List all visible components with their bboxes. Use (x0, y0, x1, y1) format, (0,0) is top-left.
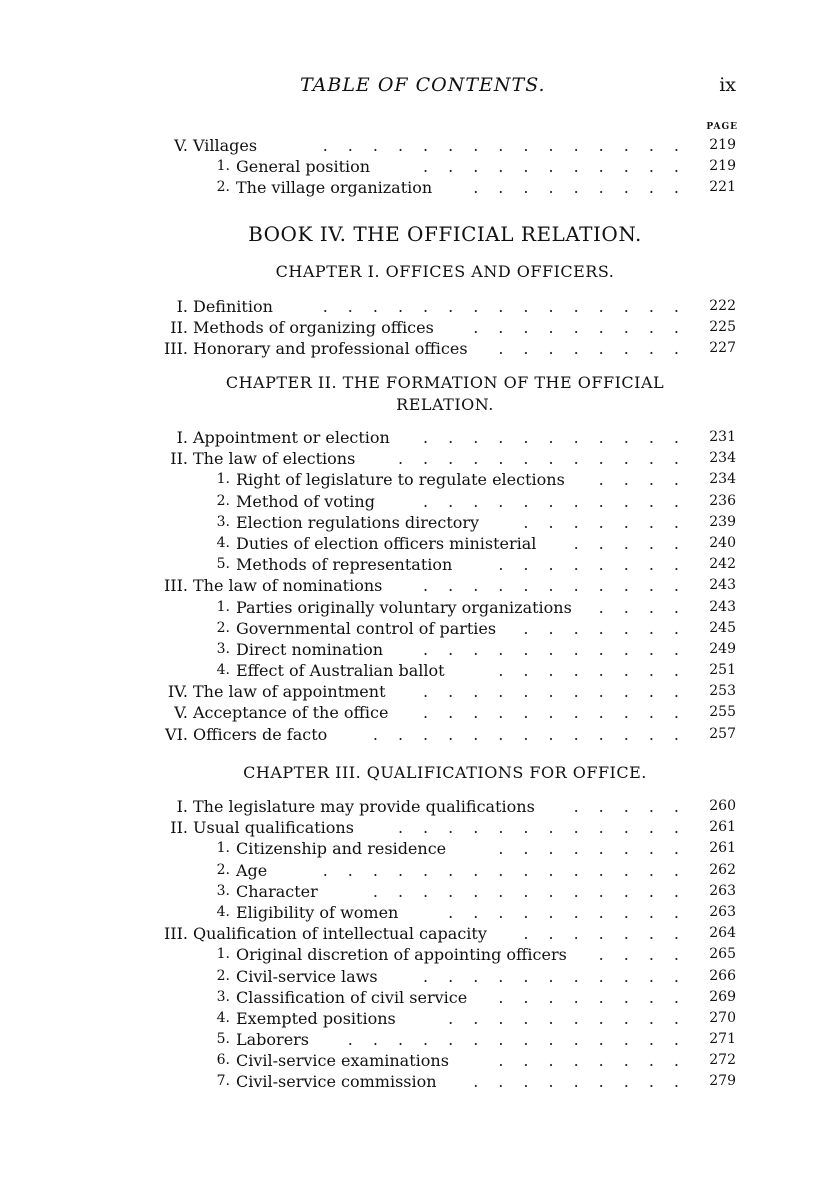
entry-page: 243 (709, 577, 736, 594)
leader-dots: ........ (498, 987, 699, 1007)
entry-title: Villages (193, 136, 258, 155)
entry-title: Civil-service examinations (236, 1051, 449, 1071)
toc-entry (140, 902, 740, 923)
entry-number: III. (163, 339, 188, 359)
entry-title: Eligibility of women (236, 902, 399, 922)
entry-page: 240 (709, 534, 736, 551)
leader-dots: .... (598, 945, 699, 965)
entry-title: Civil-service commission (236, 1072, 437, 1092)
toc-entry (140, 448, 740, 469)
entry-title: Original discretion of appointing officers (236, 945, 567, 965)
entry-number: 2. (216, 179, 230, 196)
leader-dots: ............ (397, 818, 699, 838)
leader-dots: ........ (498, 1051, 699, 1071)
chapter-heading-line: CHAPTER II. THE FORMATION OF THE OFFICIAL (225, 373, 665, 392)
entry-number: 2. (216, 492, 230, 509)
leader-dots: ............. (372, 724, 699, 744)
leader-dots: ........... (423, 703, 699, 723)
entry-page: 271 (709, 1031, 736, 1048)
leader-dots: ........... (423, 576, 699, 596)
entry-number: 1. (216, 946, 230, 963)
entry-title: Election regulations directory (236, 512, 480, 532)
entry-title: Effect of Australian ballot (236, 661, 445, 681)
entry-number: 1. (216, 840, 230, 857)
entry-page: 239 (709, 513, 736, 530)
leader-dots: ......... (473, 178, 699, 198)
entry-title: Methods of organizing offices (193, 318, 434, 338)
toc-entry (140, 135, 740, 156)
toc-entry (140, 427, 740, 448)
toc-entry (140, 660, 740, 681)
toc-entry (140, 491, 740, 512)
entry-page: 251 (709, 662, 736, 679)
entry-title: Age (236, 860, 268, 880)
entry-page: 261 (709, 819, 736, 836)
entry-page: 272 (709, 1052, 736, 1069)
leader-dots: ........... (423, 491, 699, 511)
entry-page: 225 (709, 319, 736, 336)
entry-page: 260 (709, 798, 736, 814)
entry-number: 3. (216, 988, 230, 1005)
toc-entry (140, 944, 740, 965)
entry-title: Civil-service laws (236, 966, 378, 986)
leader-dots: ........ (498, 339, 699, 359)
entry-number: III. (163, 924, 188, 944)
toc-entry (140, 533, 740, 554)
toc-entry (140, 838, 740, 859)
entry-title: The law of elections (193, 449, 356, 469)
toc-entry (140, 639, 740, 660)
leader-dots: ............... (322, 136, 699, 155)
entry-title: Honorary and professional offices (193, 339, 468, 359)
toc-entry (140, 177, 740, 198)
toc-entry (140, 1029, 740, 1050)
toc-section-villages (140, 135, 740, 199)
leader-dots: ............. (372, 881, 699, 901)
entry-number: VI. (165, 724, 188, 744)
entry-title: The legislature may provide qualifications (193, 797, 535, 816)
entry-number: 5. (216, 556, 230, 573)
leader-dots: ............... (322, 860, 699, 880)
toc-entry (140, 338, 740, 359)
entry-number: 3. (216, 640, 230, 657)
entry-page: 221 (709, 179, 736, 196)
leader-dots: ......... (473, 1072, 699, 1092)
toc-entry (140, 554, 740, 575)
leader-dots: ....... (523, 512, 699, 532)
leader-dots: ..... (573, 797, 699, 816)
entry-number: 3. (216, 513, 230, 530)
toc-chapter-3-entries (140, 796, 740, 1093)
entry-number: I. (176, 797, 188, 816)
toc-entry (140, 681, 740, 702)
toc-entry (140, 966, 740, 987)
toc-entry (140, 618, 740, 639)
entry-title: Acceptance of the office (193, 703, 389, 723)
leader-dots: ........... (423, 639, 699, 659)
entry-number: V. (174, 136, 188, 155)
entry-number: I. (176, 297, 188, 316)
entry-number: 3. (216, 882, 230, 899)
entry-number: 5. (216, 1031, 230, 1048)
entry-page: 279 (709, 1073, 736, 1090)
entry-number: 1. (216, 158, 230, 175)
entry-number: I. (176, 428, 188, 447)
chapter-heading-line: CHAPTER I. OFFICES AND OFFICERS. (275, 262, 615, 281)
entry-number: II. (170, 818, 188, 838)
entry-page: 234 (709, 471, 736, 488)
entry-title: Character (236, 881, 318, 901)
page-number: ix (719, 74, 736, 96)
entry-page: 231 (709, 429, 736, 445)
leader-dots: ............... (322, 297, 699, 316)
toc-entry (140, 469, 740, 490)
entry-title: Definition (193, 297, 273, 316)
entry-title: Qualification of intellectual capacity (193, 924, 487, 944)
entry-page: 255 (709, 704, 736, 721)
entry-page: 222 (709, 298, 736, 314)
entry-number: 2. (216, 861, 230, 878)
entry-page: 270 (709, 1009, 736, 1026)
leader-dots: ......... (473, 318, 699, 338)
entry-page: 253 (709, 683, 736, 700)
entry-page: 262 (709, 861, 736, 878)
entry-number: V. (174, 703, 188, 723)
entry-title: The law of appointment (193, 682, 386, 702)
entry-number: 4. (216, 1009, 230, 1026)
entry-number: 1. (216, 471, 230, 488)
toc-entry (140, 296, 740, 317)
page-column-label: PAGE (706, 122, 738, 132)
toc-entry (140, 702, 740, 723)
entry-title: Officers de facto (193, 724, 328, 744)
entry-title: Classification of civil service (236, 987, 468, 1007)
toc-entry (140, 987, 740, 1008)
entry-page: 265 (709, 946, 736, 963)
leader-dots: .......... (448, 902, 699, 922)
entry-page: 249 (709, 640, 736, 657)
entry-number: II. (170, 318, 188, 338)
toc-chapter-1-entries (140, 296, 740, 360)
entry-page: 227 (709, 340, 736, 357)
entry-page: 269 (709, 988, 736, 1005)
entry-page: 219 (709, 137, 736, 153)
entry-page: 263 (709, 903, 736, 920)
leader-dots: .............. (347, 1030, 699, 1050)
leader-dots: ....... (523, 924, 699, 944)
leader-dots: ........ (498, 555, 699, 575)
entry-title: Parties originally voluntary organizations (236, 597, 572, 617)
entry-number: IV. (167, 682, 188, 702)
entry-title: Usual qualifications (193, 818, 354, 838)
entry-number: 4. (216, 903, 230, 920)
book-heading: BOOK IV. THE OFFICIAL RELATION. (248, 222, 642, 246)
toc-entry (140, 881, 740, 902)
entry-number: 4. (216, 534, 230, 551)
toc-entry (140, 1071, 740, 1092)
toc-entry (140, 512, 740, 533)
leader-dots: ........ (498, 661, 699, 681)
toc-entry (140, 817, 740, 838)
entry-title: Exempted positions (236, 1008, 396, 1028)
entry-title: General position (236, 157, 371, 177)
entry-number: 1. (216, 598, 230, 615)
entry-title: The law of nominations (193, 576, 383, 596)
toc-entry (140, 156, 740, 177)
entry-number: III. (163, 576, 188, 596)
entry-title: Right of legislature to regulate elections (236, 470, 565, 490)
entry-number: 2. (216, 619, 230, 636)
leader-dots: .... (598, 597, 699, 617)
entry-page: 263 (709, 882, 736, 899)
leader-dots: .... (598, 470, 699, 490)
chapter-1-heading (140, 261, 750, 283)
entry-page: 242 (709, 556, 736, 573)
toc-chapter-2-entries (140, 427, 740, 745)
leader-dots: ........... (423, 428, 699, 447)
entry-number: 2. (216, 967, 230, 984)
toc-entry (140, 575, 740, 596)
entry-page: 243 (709, 598, 736, 615)
entry-title: Methods of representation (236, 555, 453, 575)
entry-title: Method of voting (236, 491, 375, 511)
entry-title: The village organization (236, 178, 433, 198)
entry-number: 7. (216, 1073, 230, 1090)
toc-entry (140, 724, 740, 745)
leader-dots: ............ (397, 449, 699, 469)
entry-title: Direct nomination (236, 639, 384, 659)
leader-dots: ........ (498, 839, 699, 859)
entry-title: Citizenship and residence (236, 839, 447, 859)
running-title: TABLE OF CONTENTS. (300, 74, 546, 96)
entry-page: 236 (709, 492, 736, 509)
leader-dots: ........... (423, 682, 699, 702)
leader-dots: ........... (423, 966, 699, 986)
entry-page: 234 (709, 450, 736, 467)
toc-entry (140, 1008, 740, 1029)
entry-title: Laborers (236, 1030, 310, 1050)
entry-page: 266 (709, 967, 736, 984)
entry-page: 264 (709, 925, 736, 942)
toc-entry (140, 796, 740, 817)
entry-page: 261 (709, 840, 736, 857)
entry-title: Duties of election officers ministerial (236, 533, 537, 553)
toc-entry (140, 923, 740, 944)
entry-title: Governmental control of parties (236, 618, 497, 638)
entry-number: 4. (216, 662, 230, 679)
leader-dots: ..... (573, 533, 699, 553)
leader-dots: ....... (523, 618, 699, 638)
entry-number: II. (170, 449, 188, 469)
chapter-3-heading (140, 762, 750, 784)
toc-entry (140, 317, 740, 338)
leader-dots: .......... (448, 1008, 699, 1028)
toc-entry (140, 597, 740, 618)
entry-title: Appointment or election (193, 428, 390, 447)
leader-dots: ........... (423, 157, 699, 177)
toc-entry (140, 860, 740, 881)
entry-number: 6. (216, 1052, 230, 1069)
entry-page: 245 (709, 619, 736, 636)
entry-page: 219 (709, 158, 736, 175)
chapter-heading-line: RELATION. (396, 395, 494, 414)
chapter-heading-line: CHAPTER III. QUALIFICATIONS FOR OFFICE. (243, 763, 647, 782)
chapter-2-heading (140, 372, 750, 416)
toc-entry (140, 1050, 740, 1071)
entry-page: 257 (709, 725, 736, 742)
